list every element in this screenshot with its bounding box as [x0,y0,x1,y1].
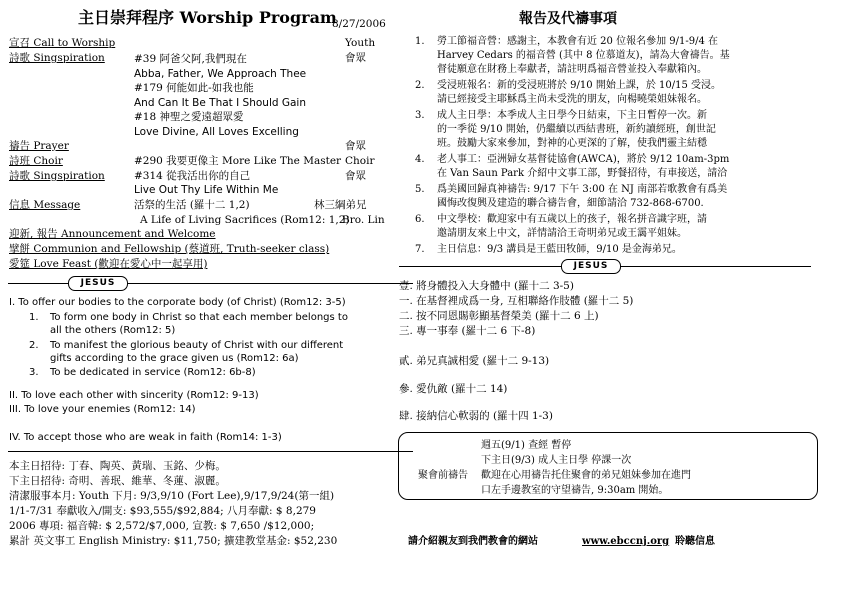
notice-line: 週五(9/1) 查經 暫停 [481,440,572,451]
message-label: 信息 Message [9,199,81,211]
website-prefix: 請介紹親友到我們教會的網站 [408,536,538,547]
outline-point-1: I. To offer our bodies to the corporate body (of Christ) (Rom12: 3-5) [9,297,346,308]
offering-summary: 1/1-7/31 奉獻收入/開支: $93,555/$92,884; 八月奉獻: $ 8,279 [9,505,316,517]
outline-sub-number: 2. [29,340,39,351]
outline-sub-item: To manifest the glorious beauty of Christ with our different [50,340,344,351]
outline-point-2-zh: 貳. 弟兄真誠相愛 (羅十二 9-13) [399,355,550,367]
outline-sub-number: 3. [29,367,39,378]
announcement-line: 班。鼓勵大家來參加，對神的心更深的了解，使我們靈主結穩 [437,138,707,149]
announcement-line: 督徒願意在財務上奉獻者，請註明爲福音營並投入奉獻箱內。 [437,64,707,75]
cleaning-schedule: 清潔服事本月: Youth 下月: 9/3,9/10 (Fort Lee),9/17,9/24(第一組) [9,490,335,502]
outline-sub-number: 1. [29,312,39,323]
hymn-line: And Can It Be That I Should Gain [134,97,307,109]
outline-sub-item: To be dedicated in service (Rom12: 6b-8) [50,367,256,378]
love-feast: 愛筵 Love Feast (歡迎在愛心中一起享用) [9,258,208,270]
announcement-number: 7. [415,244,425,255]
hymn-line: #39 阿爸父阿,我們現在 [134,53,247,65]
outline-point-4: IV. To accept those who are weak in faith (Rom14: 1-3) [9,432,282,443]
outline-point-1-zh: 壹. 將身體投入大身體中 (羅十二 3-5) [399,280,574,292]
announcement-line: 邀請朋友來上中文，詳情請洽王奇明弟兄或王靄平姐妹。 [437,228,687,239]
speaker-name: 林三綱弟兄 [314,199,367,211]
outline-sub-item-cont: gifts according to the grace given us (Rom12: 6a) [50,353,299,364]
hymn-line: #179 何能如此-如我也能 [134,82,254,94]
message-title: 活祭的生活 (羅十二 1,2) [134,199,250,211]
jesus-divider-badge: JESUS [68,276,128,291]
announcement-welcome: 迎新, 報告 Announcement and Welcome [9,228,216,240]
notice-line: 歡迎在心用禱告托住聚會的弟兄姐妹參加在進門 [481,470,691,481]
singspiration-leader-2: 會眾 [345,170,366,182]
page-title: 主日崇拜程序 Worship Program [78,8,337,27]
announcement-line: Harvey Cedars 的福音營 (其中 8 位慕道友)，請為大會禱告。基 [437,50,730,61]
usher-this-week: 本主日招待: 丁春、陶英、黃瑞、玉銘、少梅。 [9,460,226,472]
outline-sub-item-zh: 三. 專一事奉 (羅十二 6 下-8) [399,325,536,337]
announcement-number: 3. [415,110,425,121]
communion-fellowship: 擘餅 Communion and Fellowship (蔡道班, Truth-seeker class) [9,243,330,255]
website-link[interactable]: www.ebccnj.org [582,536,670,547]
announcement-number: 2. [415,80,425,91]
announcement-line: 爲美國回歸真神禱告: 9/17 下午 3:00 在 NJ 南部若歌教會有爲美 [437,184,728,195]
outline-sub-item: To form one body in Christ so that each member belongs to [50,312,348,323]
hymn-line-2b: Live Out Thy Life Within Me [134,184,279,196]
usher-next-week: 下主日招待: 奇明、善珉、維華、冬蓮、淑麗。 [9,475,226,487]
notice-line: 口左手邊教室的守望禱告, 9:30am 開始。 [481,485,669,496]
outline-point-3: III. To love your enemies (Rom12: 14) [9,404,196,415]
outline-point-2: II. To love each other with sincerity (Rom12: 9-13) [9,390,259,401]
choir-hymn: #290 我要更像主 More Like The Master [134,155,342,167]
hymn-line: #18 神聖之愛遠超眾愛 [134,111,244,123]
singspiration-label-2: 詩歌 Singspiration [9,170,105,182]
outline-sub-item-cont: all the others (Rom12: 5) [50,325,176,336]
prayer-label: 禱告 Prayer [9,140,69,152]
announcement-line: 的一季從 9/10 開始，仍繼續以西結書班，新約讀經班，創世記 [437,124,716,135]
outline-sub-item-zh: 二. 按不同恩賜彰顯基督榮美 (羅十二 6 上) [399,310,599,322]
choir-label: 詩班 Choir [9,155,63,167]
message-title-en: A Life of Living Sacrifices (Rom12: 1,2) [140,214,350,226]
prayer-leader: 會眾 [345,140,366,152]
outline-sub-item-zh: 一. 在基督裡成爲一身, 互相聯絡作肢體 (羅十二 5) [399,295,634,307]
announcement-line: 主日信息：9/3 講員是王藍田牧師，9/10 是金海弟兄。 [437,244,682,255]
announcement-line: 在 Van Saun Park 介紹中文事工部，野餐招待，有車接送，請洽 [437,168,728,179]
speaker-name-en: Bro. Lin [342,214,385,226]
singspiration-label: 詩歌 Singspiration [9,52,105,64]
jesus-divider-badge: JESUS [561,259,621,274]
special-fund-summary: 2006 專項: 福音韓: $ 2,572/$7,000, 宣教: $ 7,650 /$12,000; [9,520,315,532]
notice-label: 聚會前禱告 [418,470,468,481]
outline-point-4-zh: 肆. 接納信心軟弱的 (羅十四 1-3) [399,410,553,422]
announcement-number: 5. [415,184,425,195]
announcement-line: 請已經接受主耶穌爲主尚未受洗的朋友，向楊曉榮姐妹報名。 [437,94,707,105]
hymn-line: Love Divine, All Loves Excelling [134,126,299,138]
website-suffix: 聆聽信息 [675,536,715,547]
announcement-number: 6. [415,214,425,225]
announcement-line: 勞工節福音營：感謝主，本教會有近 20 位報名參加 9/1-9/4 在 [437,36,719,47]
outline-point-3-zh: 參. 愛仇敵 (羅十二 14) [399,383,508,395]
ministry-fund-summary: 累計 英文事工 English Ministry: $11,750; 擴建教堂基金: $52,230 [9,535,338,547]
call-to-worship-leader: Youth [345,37,376,49]
announcements-title: 報告及代禱事項 [519,11,617,27]
announcement-line: 受浸班報名：新的受浸班將於 9/10 開始上課，於 10/15 受浸。 [437,80,721,91]
announcement-line: 國悔改復興及建造的聯合禱告會，細節請洽 732-868-6700. [437,198,704,209]
choir-leader: Choir [345,155,375,167]
bulletin-date: 8/27/2006 [332,18,386,30]
call-to-worship-label: 宣召 Call to Worship [9,37,116,49]
hymn-line-2: #314 從我活出你的自己 [134,170,251,182]
announcement-line: 老人事工：亞洲婦女基督徒協會(AWCA)，將於 9/12 10am-3pm [437,154,730,165]
announcement-line: 成人主日學：本季成人主日學今日結束，下主日暫停一次。新 [437,110,707,121]
hymn-line: Abba, Father, We Approach Thee [134,68,307,80]
singspiration-leader: 會眾 [345,52,366,64]
announcement-line: 中文學校：歡迎家中有五歲以上的孩子，報名拼音識字班，請 [437,214,707,225]
notice-line: 下主日(9/3) 成人主日學 停課一次 [481,455,632,466]
announcement-number: 4. [415,154,425,165]
divider-line [8,451,413,452]
announcement-number: 1. [415,36,425,47]
